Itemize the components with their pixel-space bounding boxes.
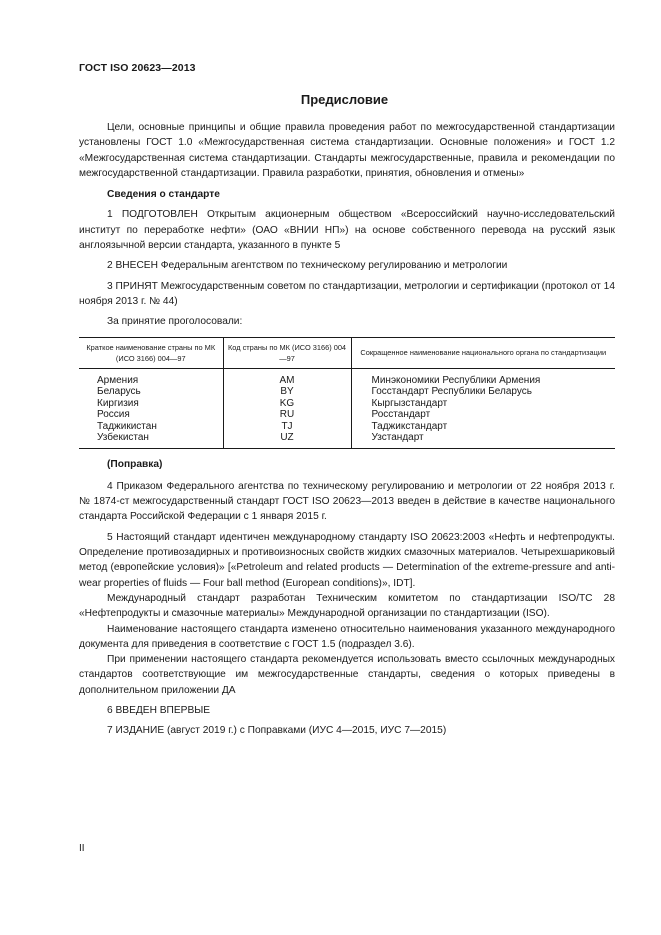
item-2-paragraph: 2 ВНЕСЕН Федеральным агентством по техническому регулированию и метрологии <box>107 260 508 272</box>
page-title <box>0 92 661 107</box>
code-cell: UZ <box>223 432 351 448</box>
code-cell: BY <box>223 386 351 398</box>
country-cell: Узбекистан <box>79 432 223 448</box>
item-1-paragraph: 1 ПОДГОТОВЛЕН Открытым акционерным обществом «Всероссийский научно-исследовательский институт по переработке нефти» (ОАО «ВНИИ НП») на основе собственного перевода на русский язык англоязычной версии стандарта, указанного в пункте 5 <box>79 209 615 252</box>
column-header-body: Сокращенное наименование национального органа по стандартизации <box>351 337 615 368</box>
page-title-text: Предисловие <box>300 92 389 107</box>
document-header: ГОСТ ISO 20623—2013 <box>79 62 196 74</box>
item-5c-paragraph: Наименование настоящего стандарта изменено относительно наименования указанного международного документа для приведения в соответствие с ГОСТ 1.5 (подраздел 3.6). <box>79 623 615 650</box>
table-row <box>79 432 615 448</box>
amendment-heading: (Поправка) <box>107 458 163 470</box>
table-row <box>79 368 615 386</box>
item-7-paragraph: 7 ИЗДАНИЕ (август 2019 г.) с Поправками (ИУС 4—2015, ИУС 7—2015) <box>107 725 447 737</box>
column-header-country: Краткое наименование страны по МК (ИСО 3166) 004—97 <box>79 337 223 368</box>
body-cell: Таджикстандарт <box>351 421 615 433</box>
body-cell: Госстандарт Республики Беларусь <box>351 386 615 398</box>
document-body <box>79 120 615 739</box>
table-row <box>79 398 615 410</box>
intro-paragraph: Цели, основные принципы и общие правила проведения работ по межгосударственной стандартизации установлены ГОСТ 1.0 «Межгосударственная система стандартизации. Основные положения» и ГОСТ 1.2 «Межгосударственная система стандартизации. Стандарты межгосударственные, правила и рекомендации по межгосударственной стандартизации. Правила разработки, принятия, обновления и отмены» <box>79 122 615 179</box>
code-cell: RU <box>223 409 351 421</box>
column-header-code: Код страны по МК (ИСО 3166) 004—97 <box>223 337 351 368</box>
country-cell: Армения <box>97 374 139 386</box>
table-header-row <box>79 337 615 368</box>
table-row <box>79 409 615 421</box>
item-5d-paragraph: При применении настоящего стандарта рекомендуется использовать вместо ссылочных международных стандартов соответствующие им межгосударственные стандарты, сведения о которых приведены в дополнительном приложении ДА <box>79 654 615 696</box>
code-cell: KG <box>223 398 351 410</box>
country-cell: Таджикистан <box>97 420 157 432</box>
vote-intro: За принятие проголосовали: <box>107 316 243 328</box>
country-cell: Россия <box>97 409 130 421</box>
country-cell: Беларусь <box>97 386 141 398</box>
code-cell: AM <box>223 368 351 386</box>
body-cell: Минэкономики Республики Армения <box>351 368 615 386</box>
table-row <box>79 421 615 433</box>
body-cell: Росстандарт <box>351 409 615 421</box>
page-number: II <box>79 843 85 854</box>
section-heading: Сведения о стандарте <box>107 189 220 201</box>
item-5b-paragraph: Международный стандарт разработан Техническим комитетом по стандартизации ISO/TC 28 «Нефтепродукты и смазочные материалы» Международной организации по стандартизации (ISO). <box>79 592 615 620</box>
body-cell: Кыргызстандарт <box>351 398 615 410</box>
item-4-paragraph: 4 Приказом Федерального агентства по техническому регулированию и метрологии от 22 ноября 2013 г. № 1874-ст межгосударственный стандарт ГОСТ ISO 20623—2013 введен в действие в качестве национального стандарта Российской Федерации с 1 января 2015 г. <box>79 480 615 523</box>
body-cell: Узстандарт <box>351 432 615 448</box>
code-cell: TJ <box>223 421 351 433</box>
voting-table <box>79 337 615 449</box>
item-6-paragraph: 6 ВВЕДЕН ВПЕРВЫЕ <box>107 705 211 717</box>
item-3-paragraph: 3 ПРИНЯТ Межгосударственным советом по стандартизации, метрологии и сертификации (протокол от 14 ноября 2013 г. № 44) <box>79 280 615 307</box>
table-row <box>79 386 615 398</box>
item-5-paragraph: 5 Настоящий стандарт идентичен международному стандарту ISO 20623:2003 «Нефть и нефтепродукты. Определение противозадирных и противоизносных свойств жидких смазочных материалов. Четырехшариковый метод (европейские условия)» [«Petroleum and related products — Determination of the extreme-pressure and anti-wear properties of fluids — Four ball method (European conditions)», IDT]. <box>79 531 615 589</box>
country-cell: Киргизия <box>97 397 139 409</box>
